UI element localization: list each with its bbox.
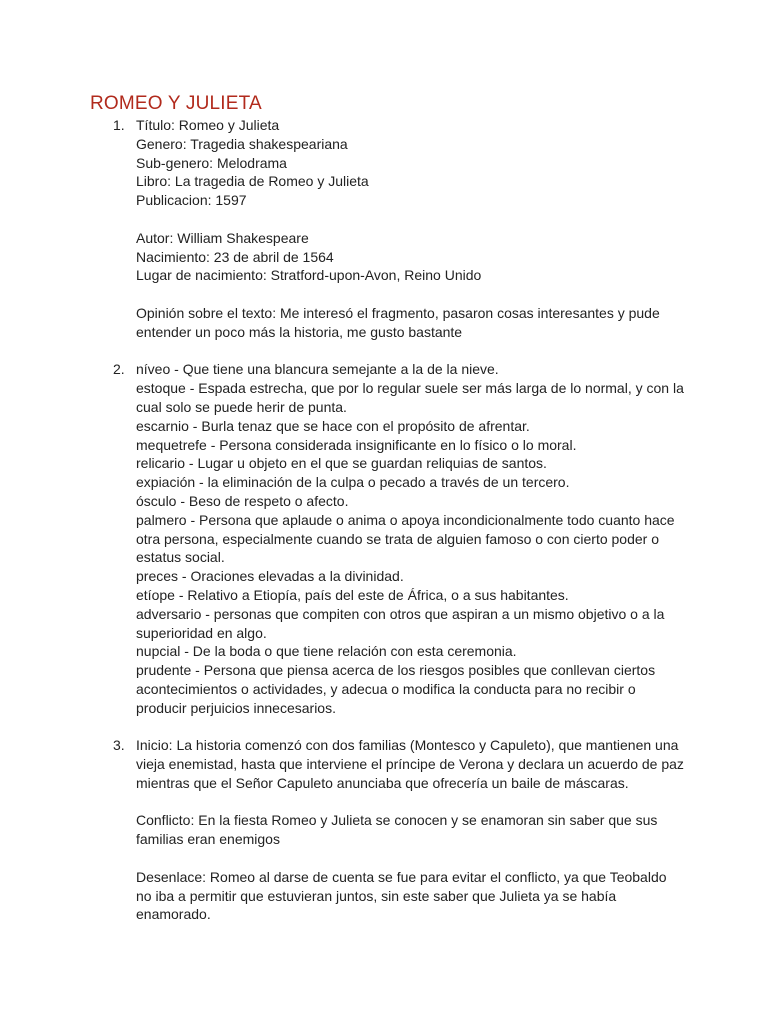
text-line: Lugar de nacimiento: Stratford-upon-Avon, Reino Unido: [136, 267, 482, 284]
list-item-number: 3.: [113, 737, 125, 754]
text-line: cual solo se puede herir de punta.: [136, 398, 347, 415]
text-line: relicario - Lugar u objeto en el que se guardan reliquias de santos.: [136, 455, 547, 472]
text-line: Título: Romeo y Julieta: [136, 117, 280, 133]
text-line: Genero: Tragedia shakespeariana: [136, 135, 348, 152]
text-line: entender un poco más la historia, me gusto bastante: [136, 323, 463, 340]
list-item: [0, 116, 681, 342]
text-line: Sub-genero: Melodrama: [136, 154, 287, 171]
text-line: producir perjuicios innecesarios.: [136, 699, 336, 716]
text-line: no iba a permitir que estuvieran juntos, sin este saber que Julieta ya se había: [136, 887, 617, 904]
text-line: níveo - Que tiene una blancura semejante a la de la nieve.: [136, 361, 499, 378]
text-line: mequetrefe - Persona considerada insignificante en lo físico o lo moral.: [136, 436, 577, 453]
text-line: otra persona, especialmente cuando se trata de alguien famoso o con cierto poder o: [136, 530, 659, 547]
text-line: palmero - Persona que aplaude o anima o apoya incondicionalmente todo cuanto hace: [136, 511, 675, 528]
text-line: escarnio - Burla tenaz que se hace con el propósito de afrentar.: [136, 417, 530, 434]
text-line: Opinión sobre el texto: Me interesó el fragmento, pasaron cosas interesantes y pude: [136, 304, 660, 321]
paragraph: [136, 736, 684, 792]
text-line: mientras que el Señor Capuleto anunciaba que ofrecería un baile de máscaras.: [136, 774, 629, 791]
text-line: Conflicto: En la fiesta Romeo y Julieta se conocen y se enamoran sin saber que sus: [136, 812, 658, 829]
list-item: [0, 736, 684, 924]
text-line: Autor: William Shakespeare: [136, 229, 309, 246]
paragraph: [136, 304, 681, 342]
text-line: estatus social.: [136, 549, 225, 566]
text-line: prudente - Persona que piensa acerca de los riesgos posibles que conllevan ciertos: [136, 662, 656, 679]
paragraph: [136, 229, 681, 285]
paragraph: [136, 868, 681, 924]
numbered-list: [0, 116, 684, 943]
document-title: ROMEO Y JULIETA: [90, 93, 262, 114]
text-line: enamorado.: [136, 906, 211, 923]
text-line: acontecimientos o actividades, y adecua o modifica la conducta para no recibir o: [136, 680, 636, 697]
paragraph: [136, 811, 681, 849]
text-line: ósculo - Beso de respeto o afecto.: [136, 492, 349, 509]
text-line: Nacimiento: 23 de abril de 1564: [136, 248, 334, 265]
text-line: superioridad en algo.: [136, 624, 267, 641]
text-line: preces - Oraciones elevadas a la divinidad.: [136, 568, 404, 585]
paragraph: [136, 116, 681, 210]
text-line: familias eran enemigos: [136, 831, 280, 848]
paragraph: [136, 360, 684, 717]
text-line: Desenlace: Romeo al darse de cuenta se fue para evitar el conflicto, ya que Teobaldo: [136, 868, 667, 885]
text-line: Libro: La tragedia de Romeo y Julieta: [136, 173, 369, 190]
text-line: adversario - personas que compiten con otros que aspiran a un mismo objetivo o a la: [136, 605, 665, 622]
text-line: etíope - Relativo a Etiopía, país del este de África, o a sus habitantes.: [136, 586, 569, 603]
text-line: vieja enemistad, hasta que interviene el príncipe de Verona y declara un acuerdo de paz: [136, 756, 684, 773]
text-line: Publicacion: 1597: [136, 192, 247, 209]
text-line: estoque - Espada estrecha, que por lo regular suele ser más larga de lo normal, y con la: [136, 380, 684, 397]
text-line: Inicio: La historia comenzó con dos familias (Montesco y Capuleto), que mantienen una: [136, 737, 679, 754]
list-item-number: 2.: [113, 361, 125, 378]
text-line: nupcial - De la boda o que tiene relación con esta ceremonia.: [136, 643, 517, 660]
text-line: expiación - la eliminación de la culpa o pecado a través de un tercero.: [136, 474, 570, 491]
list-item-number: 1.: [113, 117, 125, 133]
list-item: [0, 360, 684, 717]
